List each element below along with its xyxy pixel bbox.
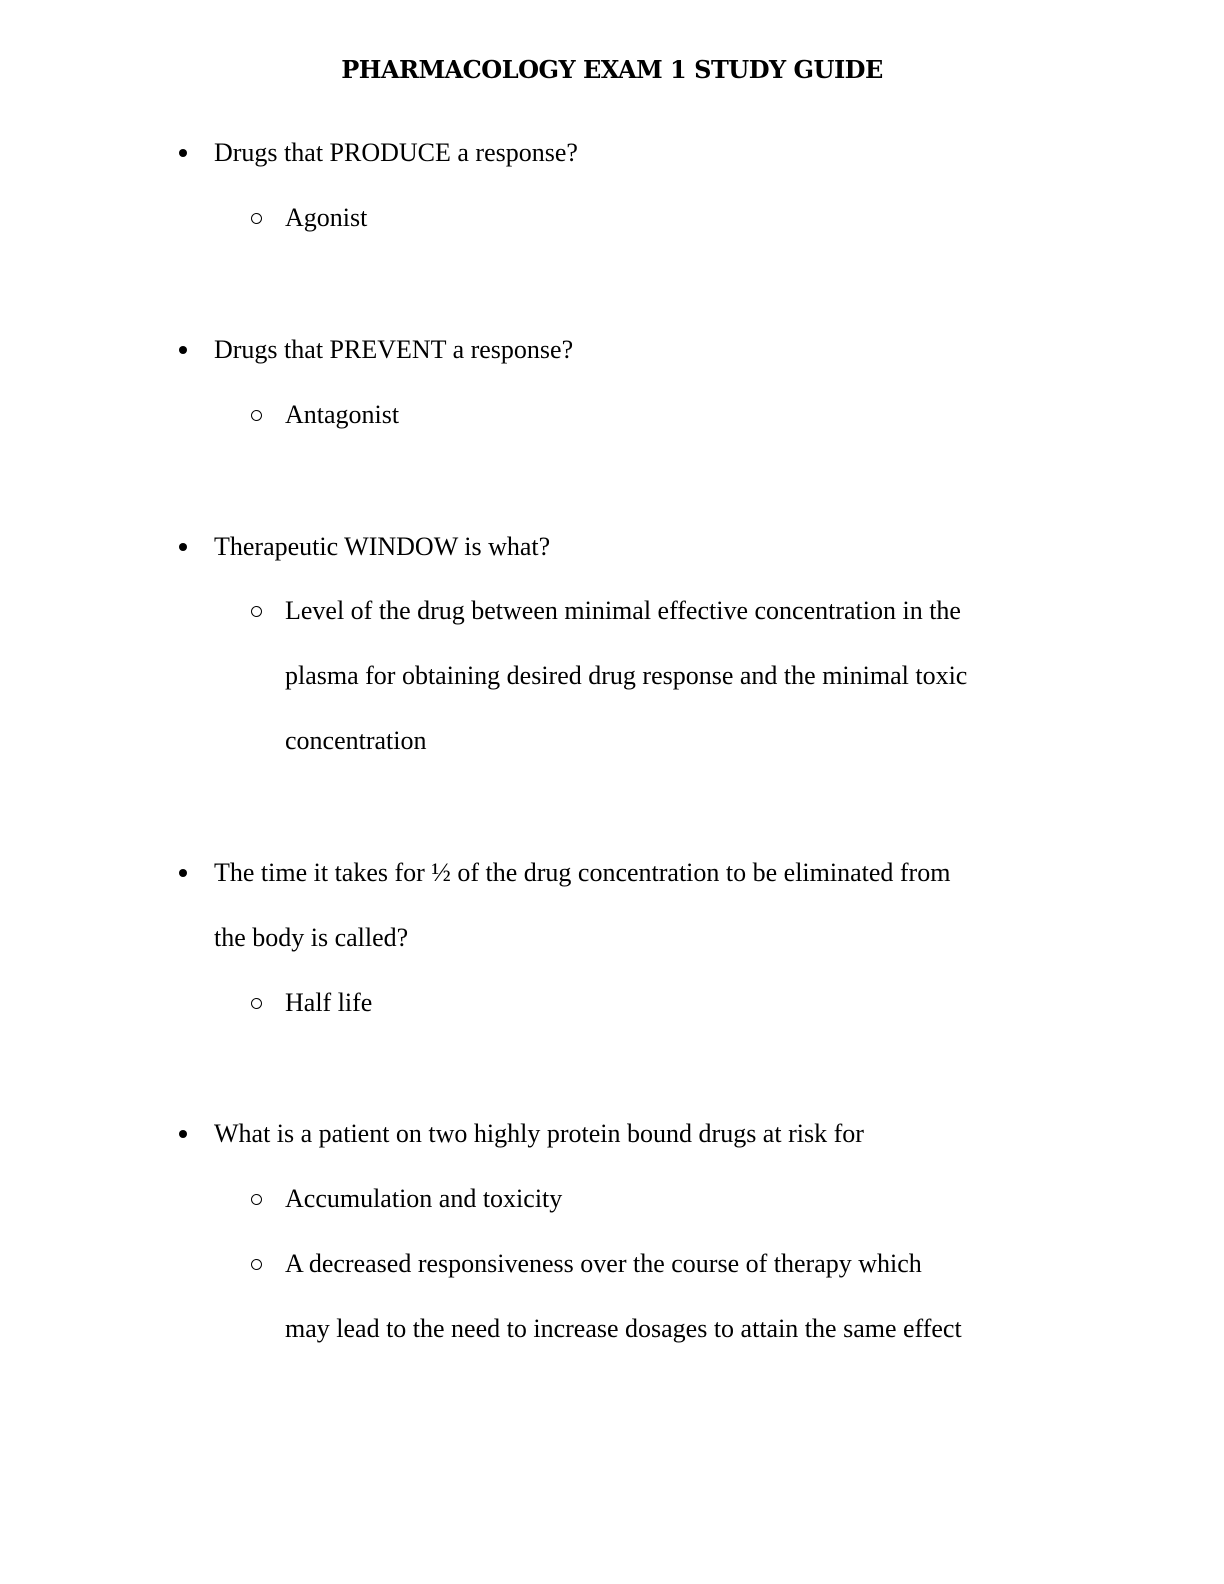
sub-bullet-icon bbox=[250, 409, 264, 423]
question-4-line-2: the body is called? bbox=[214, 923, 409, 952]
bullet-icon bbox=[177, 1128, 189, 1140]
question-4-line-1: The time it takes for ½ of the drug concentration to be eliminated from bbox=[214, 858, 951, 887]
answer-3-line-1: Level of the drug between minimal effective concentration in the bbox=[285, 596, 961, 625]
question-2: Drugs that PREVENT a response? bbox=[214, 335, 574, 364]
answer-3-line-3: concentration bbox=[285, 726, 427, 755]
sub-bullet-icon bbox=[250, 212, 264, 226]
bullet-icon bbox=[177, 867, 189, 879]
question-3: Therapeutic WINDOW is what? bbox=[214, 532, 551, 561]
bullet-icon bbox=[177, 147, 189, 159]
sub-bullet-icon bbox=[250, 1258, 264, 1272]
sub-bullet-icon bbox=[250, 605, 264, 619]
bullet-icon bbox=[177, 344, 189, 356]
answer-5b-line-1: A decreased responsiveness over the course of therapy which bbox=[285, 1249, 922, 1278]
answer-1: Agonist bbox=[285, 203, 368, 232]
answer-4: Half life bbox=[285, 988, 373, 1017]
answer-5b-line-2: may lead to the need to increase dosages to attain the same effect bbox=[285, 1314, 962, 1343]
bullet-icon bbox=[177, 541, 189, 553]
page-title: PHARMACOLOGY EXAM 1 STUDY GUIDE bbox=[341, 55, 883, 84]
sub-bullet-icon bbox=[250, 997, 264, 1011]
sub-bullet-icon bbox=[250, 1193, 264, 1207]
answer-3-line-2: plasma for obtaining desired drug response and the minimal toxic bbox=[285, 661, 968, 690]
answer-5a: Accumulation and toxicity bbox=[285, 1184, 563, 1213]
answer-2: Antagonist bbox=[285, 400, 400, 429]
question-5: What is a patient on two highly protein bound drugs at risk for bbox=[214, 1119, 864, 1148]
question-1: Drugs that PRODUCE a response? bbox=[214, 138, 578, 167]
